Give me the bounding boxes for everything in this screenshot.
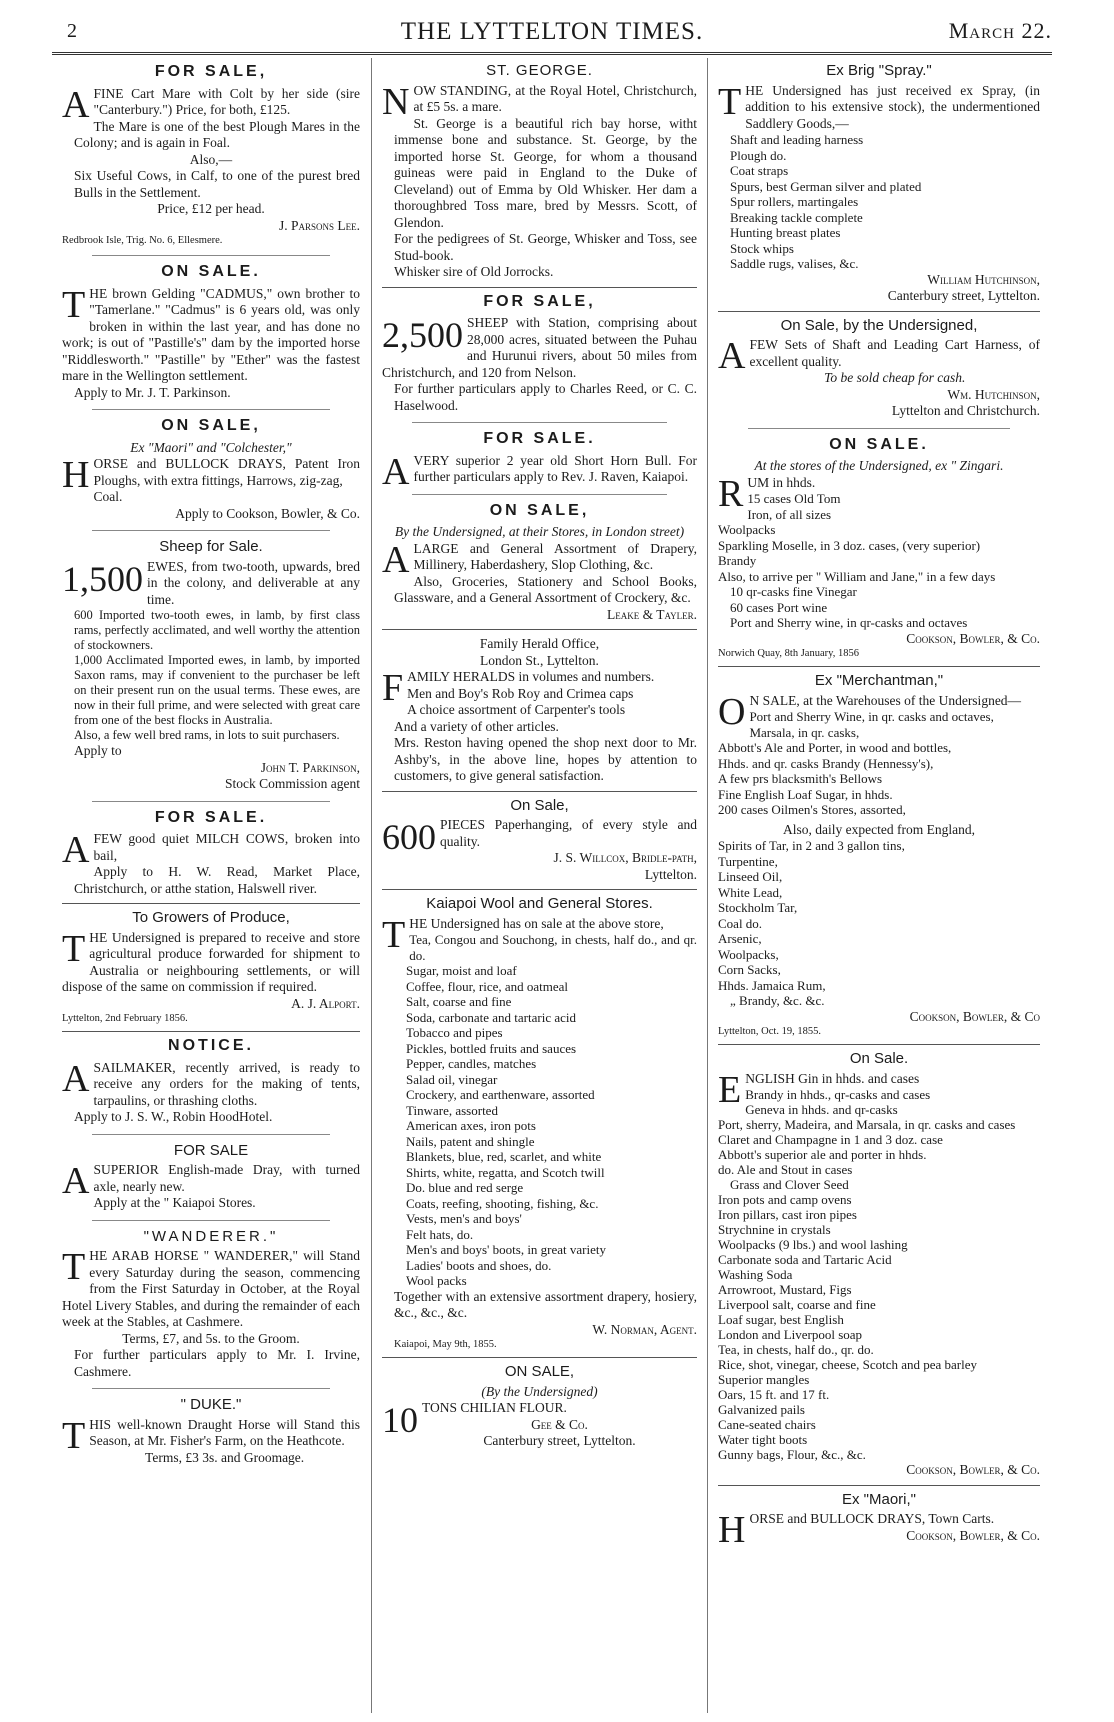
ad-body: OW STANDING, at the Royal Hotel, Christchurch, at £5 5s. a mare. <box>413 82 697 114</box>
list-item: Iron, of all sizes <box>747 506 832 522</box>
list-item: Coats, reefing, shooting, fishing, &c. <box>406 1195 599 1211</box>
ad-signature: Lyttelton and Christchurch. <box>891 403 1040 418</box>
ad-signature: Canterbury street, Lyttelton. <box>887 288 1040 303</box>
list-item: Corn Sacks, <box>718 962 781 977</box>
list-item: 60 cases Port wine <box>730 599 828 615</box>
ad-body: St. George is a beautiful rich bay horse, witht immense bone and substance. St. George, by the imported horse St. George, for whom a thousand guineas were paid in England to the Duke of Cleveland) out of Emma by Old Whisker. Her dam a thoroughbred Toss mare, bred by Messrs. Scott, of Glendon. <box>394 115 697 230</box>
list-item: Men's and boys' boots, in great variety <box>406 1242 607 1257</box>
ad-body: For further particulars apply to Charles Reed, or C. C. Haselwood. <box>394 381 697 413</box>
list-item: Claret and Champagne in 1 and 3 doz. case <box>718 1132 943 1147</box>
column-rule <box>371 58 372 1713</box>
list-item: Salad oil, vinegar <box>406 1071 498 1087</box>
list-item: Cane-seated chairs <box>718 1417 816 1432</box>
ad-heading: On Sale. <box>849 1050 909 1067</box>
list-item: Abbott's Ale and Porter, in wood and bottles, <box>718 740 952 755</box>
ad-body: EWES, from two-tooth, upwards, bred in the colony, and deliverable at any time. <box>147 558 360 607</box>
divider <box>92 409 330 410</box>
list-item: London and Liverpool soap <box>718 1327 863 1342</box>
ad-body: LARGE and General Assortment of Drapery, Millinery, Haberdashery, Slop Clothing, &c. <box>413 540 697 572</box>
ad-milch-cows <box>62 810 360 898</box>
list-item: Soda, carbonate and tartaric acid <box>406 1009 576 1025</box>
ad-english-gin <box>718 1051 1040 1479</box>
divider <box>718 311 1040 312</box>
list-item: Brandy <box>718 553 757 568</box>
list-item: Grass and Clover Seed <box>730 1177 849 1192</box>
ad-apply: Apply to Mr. J. T. Parkinson. <box>74 384 231 400</box>
ad-heading: ON SALE, <box>161 417 261 434</box>
ad-heading: Ex "Maori," <box>842 1490 916 1508</box>
list-item: Salt, coarse and fine <box>406 994 512 1009</box>
list-item: Abbott's superior ale and porter in hhds. <box>718 1147 927 1162</box>
list-item: And a variety of other articles. <box>394 718 559 734</box>
ad-maori-drays <box>718 1492 1040 1545</box>
ad-sheep <box>62 539 360 793</box>
ad-dray <box>62 1143 360 1212</box>
list-item: Brandy in hhds., qr-casks and cases <box>745 1087 931 1102</box>
list-item: Hhds. Jamaica Rum, <box>718 977 826 993</box>
ad-address: Kaiapoi, May 9th, 1855. <box>394 1339 497 1350</box>
list-item: A few prs blacksmith's Bellows <box>718 771 883 786</box>
ad-st-george <box>382 63 697 281</box>
divider <box>382 629 697 630</box>
ad-body: Mrs. Reston having opened the shop next door to Mr. Ashby's, in the above line, hopes by attention to customers, to give general satisfaction. <box>394 735 697 783</box>
list-item: White Lead, <box>718 884 783 900</box>
drop-cap: N <box>382 80 410 123</box>
page-number: 2 <box>67 20 77 42</box>
ad-body: The Mare is one of the best Plough Mares in the Colony; and is again in Foal. <box>74 118 360 150</box>
ad-subheading: By the Undersigned, at their Stores, in London street) <box>394 524 685 539</box>
ad-growers <box>62 910 360 1025</box>
list-item: Gunny bags, Flour, &c., &c. <box>718 1447 866 1462</box>
list-item: A choice assortment of Carpenter's tools <box>407 702 626 717</box>
drop-cap: 10 <box>382 1400 418 1440</box>
ad-sailmaker <box>62 1038 360 1126</box>
ad-heading: Ex "Merchantman," <box>814 672 944 689</box>
list-item: Wool packs <box>406 1273 467 1288</box>
ad-address: Redbrook Isle, Trig. No. 6, Ellesmere. <box>62 235 223 246</box>
drop-cap: H <box>62 454 90 496</box>
ad-body: For further particulars apply to Mr. I. Irvine, Cashmere. <box>74 1347 360 1379</box>
ad-signature: Cookson, Bowler, & Co <box>909 1008 1040 1024</box>
list-item: Strychnine in crystals <box>718 1222 831 1237</box>
list-item: Coal do. <box>718 915 763 931</box>
divider <box>62 903 360 904</box>
divider <box>92 801 330 802</box>
ad-heading: On Sale, by the Undersigned, <box>780 316 978 334</box>
ad-apply: Apply to J. S. W., Robin HoodHotel. <box>74 1109 273 1124</box>
list-item: Stockholm Tar, <box>718 900 798 915</box>
ad-apply: Apply to <box>74 743 122 758</box>
list-item: Pepper, candles, matches <box>406 1056 537 1071</box>
list-item: Breaking tackle complete <box>730 209 863 225</box>
divider <box>382 791 697 792</box>
list-item: Arsenic, <box>718 931 762 946</box>
list-item: Liverpool salt, coarse and fine <box>718 1297 876 1312</box>
list-item: Superior mangles <box>718 1372 810 1387</box>
divider <box>92 1134 330 1135</box>
divider <box>62 1031 360 1032</box>
list-item: Nails, patent and shingle <box>406 1133 535 1149</box>
drop-cap: T <box>62 1414 86 1457</box>
ad-signature: J. Parsons Lee. <box>278 217 360 233</box>
list-item: Water tight boots <box>718 1432 808 1447</box>
divider <box>382 889 697 890</box>
list-item: Tea, in chests, half do., qr. do. <box>718 1342 874 1357</box>
ad-body: 600 Imported two-tooth ewes, in lamb, by first class rams, perfectly acclimated, and well worthy the attention of stockowners. <box>74 608 360 652</box>
ad-heading: London St., Lyttelton. <box>480 652 599 668</box>
ad-subheading: (By the Undersigned) <box>481 1383 598 1399</box>
masthead <box>52 18 1052 44</box>
ad-heading: FOR SALE, <box>483 292 596 310</box>
issue-date: March 22. <box>948 18 1052 43</box>
ad-signature: J. S. Willcox, Bridle-path, <box>553 850 697 865</box>
ad-body: Also, Groceries, Stationery and School Books, Glassware, and a General Assortment of Crockery, &c. <box>394 573 697 605</box>
ad-address: Lyttelton, Oct. 19, 1855. <box>718 1026 821 1037</box>
list-item: Fine English Loaf Sugar, in hhds. <box>718 786 893 802</box>
list-item: Men and Boy's Rob Roy and Crimea caps <box>407 685 634 701</box>
ad-address: Norwich Quay, 8th January, 1856 <box>718 648 859 659</box>
list-item: Port and Sherry Wine, in qr. casks and octaves, <box>749 709 994 724</box>
ad-body: 1,000 Acclimated Imported ewes, in lamb, by imported Saxon rams, may if convenient to the purchaser be left on their present run on the usual terms. These ewes, are now in their full prime, and were selected with great care from one of the best flocks in Australia. <box>74 653 360 727</box>
ad-heading: ON SALE. <box>829 435 929 453</box>
ad-signature: Gee & Co. <box>531 1416 588 1432</box>
drop-cap: O <box>718 690 746 733</box>
divider <box>92 255 330 256</box>
ad-body: FINE Cart Mare with Colt by her side (sire "Canterbury.") Price, for both, £125. <box>93 85 360 117</box>
ad-body: HE Undersigned is prepared to receive and store agricultural produce forwarded for shipment to Australia or neighbouring settlements, or will dispose of the same on commission if required. <box>62 929 360 994</box>
list-item: Spurs, best German silver and plated <box>730 178 922 194</box>
ad-body: PIECES Paperhanging, of every style and quality. <box>440 817 697 849</box>
divider <box>412 494 667 495</box>
list-item: Ladies' boots and shoes, do. <box>406 1257 552 1273</box>
ad-body: ORSE and BULLOCK DRAYS, Town Carts. <box>749 1511 995 1526</box>
ad-heading: ON SALE, <box>489 501 590 519</box>
drop-cap: T <box>382 913 406 956</box>
ad-body: TONS CHILIAN FLOUR. <box>422 1400 567 1415</box>
ad-price: Price, £12 per head. <box>157 201 265 216</box>
ad-heading: Family Herald Office, <box>479 636 600 651</box>
drop-cap: 600 <box>382 817 436 857</box>
ad-body: To be sold cheap for cash. <box>824 370 966 385</box>
list-item: Sparkling Moselle, in 3 doz. cases, (very superior) <box>718 537 981 553</box>
ad-body: HE Undersigned has on sale at the above store, <box>409 915 664 931</box>
divider <box>412 422 667 423</box>
ad-body: SUPERIOR English-made Dray, with turned axle, nearly new. <box>93 1162 360 1194</box>
ad-heading: Kaiapoi Wool and General Stores. <box>426 895 653 912</box>
drop-cap: T <box>62 1246 86 1288</box>
ad-cart-mare <box>62 64 360 247</box>
list-item: 200 cases Oilmen's Stores, assorted, <box>718 802 906 817</box>
ad-body: AMILY HERALDS in volumes and numbers. <box>407 669 655 684</box>
list-item: 10 qr-casks fine Vinegar <box>730 584 857 599</box>
ad-heading: ON SALE, <box>504 1363 575 1380</box>
ad-body: Also,— <box>189 151 233 167</box>
ad-wanderer <box>62 1229 360 1381</box>
ad-heading: FOR SALE, <box>154 63 268 80</box>
list-item: Felt hats, do. <box>406 1226 474 1242</box>
list-item: do. Ale and Stout in cases <box>718 1162 853 1177</box>
column-3 <box>718 60 1040 1545</box>
ad-signature: Cookson, Bowler, & Co. <box>906 1462 1040 1477</box>
ad-body: FEW good quiet MILCH COWS, broken into bail, <box>93 831 360 863</box>
list-item: Spur rollers, martingales <box>730 194 859 209</box>
ad-signature: Cookson, Bowler, & Co. <box>906 1527 1040 1543</box>
divider <box>718 1485 1040 1486</box>
ad-terms: Terms, £7, and 5s. to the Groom. <box>122 1330 300 1346</box>
ad-body: SAILMAKER, recently arrived, is ready to receive any orders for the making of tents, tarpaulins, or thrashing cloths. <box>93 1059 360 1108</box>
list-item: Washing Soda <box>718 1267 793 1282</box>
ad-body: HIS well-known Draught Horse will Stand this Season, at Mr. Fisher's Farm, on the Heathcote. <box>89 1416 360 1448</box>
ad-duke <box>62 1397 360 1466</box>
ad-heading: On Sale, <box>510 796 569 814</box>
drop-cap: E <box>718 1068 742 1111</box>
list-item: Arrowroot, Mustard, Figs <box>718 1282 852 1297</box>
list-item: Do. blue and red serge <box>406 1180 524 1195</box>
divider <box>382 1357 697 1358</box>
list-item: Plough do. <box>730 147 787 163</box>
ad-heading: "WANDERER." <box>143 1227 279 1245</box>
ad-body: N SALE, at the Warehouses of the Undersigned— <box>749 692 1022 708</box>
ad-cart-harness <box>718 318 1040 420</box>
list-item: Port, sherry, Madeira, and Marsala, in qr. casks and cases <box>718 1117 1016 1132</box>
divider <box>748 428 1010 429</box>
list-item: Vests, men's and boys' <box>406 1211 522 1226</box>
list-item: Shirts, white, regatta, and Scotch twill <box>406 1164 605 1180</box>
column-rule <box>707 58 708 1713</box>
ad-body: VERY superior 2 year old Short Horn Bull. For further particulars apply to Rev. J. Raven, Kaiapoi. <box>413 452 697 484</box>
ad-terms: Terms, £3 3s. and Groomage. <box>145 1449 305 1465</box>
ad-body: Whisker sire of Old Jorrocks. <box>394 264 554 279</box>
ad-heading: To Growers of Produce, <box>132 909 290 926</box>
list-item: 15 cases Old Tom <box>747 491 841 506</box>
drop-cap: A <box>718 335 746 377</box>
ad-body: NGLISH Gin in hhds. and cases <box>745 1070 920 1086</box>
ad-family-herald <box>382 636 697 785</box>
drop-cap: F <box>382 667 404 709</box>
divider <box>92 1220 330 1221</box>
ad-body: FEW Sets of Shaft and Leading Cart Harness, of excellent quality. <box>749 337 1040 369</box>
ad-cadmus <box>62 264 360 401</box>
list-item: Tinware, assorted <box>406 1102 498 1118</box>
ad-body: UM in hhds. <box>747 474 816 490</box>
list-item: Hunting breast plates <box>730 225 841 240</box>
list-item: Woolpacks (9 lbs.) and wool lashing <box>718 1237 908 1252</box>
ad-kaiapoi-stores <box>382 896 697 1351</box>
drop-cap: T <box>62 283 86 326</box>
drop-cap: A <box>62 1057 90 1100</box>
masthead-rule <box>52 52 1052 55</box>
list-item: Sugar, moist and loaf <box>406 963 517 978</box>
drop-cap: T <box>718 80 742 123</box>
ad-station-sheep <box>382 294 697 415</box>
list-item: Also, to arrive per " William and Jane," in a few days <box>718 568 996 584</box>
ad-heading: " DUKE." <box>180 1396 242 1413</box>
drop-cap: A <box>62 83 90 126</box>
ad-paperhanging <box>382 798 697 884</box>
ad-apply: Apply to H. W. Read, Market Place, Christchurch, or atthe station, Halswell river. <box>74 864 360 896</box>
ad-signature: W. Norman, Agent. <box>592 1321 697 1337</box>
drop-cap: A <box>382 450 410 493</box>
list-item: Carbonate soda and Tartaric Acid <box>718 1252 892 1267</box>
ad-apply: Apply at the " Kaiapoi Stores. <box>93 1195 256 1210</box>
list-item: Woolpacks, <box>718 946 779 962</box>
list-item: Crockery, and earthenware, assorted <box>406 1087 595 1102</box>
ad-merchantman <box>718 673 1040 1038</box>
ad-drays <box>62 418 360 522</box>
ad-subheading: Ex "Maori" and "Colchester," <box>130 439 292 455</box>
list-item: Loaf sugar, best English <box>718 1312 844 1327</box>
ad-short-horn <box>382 430 697 493</box>
ad-subheading: At the stores of the Undersigned, ex " Zingari. <box>754 458 1004 473</box>
ad-body: Six Useful Cows, in Calf, to one of the purest bred Bulls in the Settlement. <box>74 168 360 200</box>
list-item: Spirits of Tar, in 2 and 3 gallon tins, <box>718 838 905 853</box>
column-2 <box>382 60 697 1450</box>
list-item: Linseed Oil, <box>718 869 783 884</box>
drop-cap: H <box>718 1509 746 1545</box>
ad-heading: Ex Brig "Spray." <box>826 62 932 79</box>
list-item: Woolpacks <box>718 522 776 537</box>
divider <box>718 666 1040 667</box>
drop-cap: A <box>62 829 90 871</box>
ad-body: SHEEP with Station, comprising about 28,000 acres, situated between the Puhau and Hurunui rivers, about 50 miles from Christchurch, and 120 from Nelson. <box>382 315 697 380</box>
ad-body: ORSE and BULLOCK DRAYS, Patent Iron Ploughs, with extra fittings, Harrows, zig-zag, <box>93 456 360 488</box>
ad-signature: John T. Parkinson, <box>260 759 360 775</box>
list-item: Rice, shot, vinegar, cheese, Scotch and pea barley <box>718 1357 978 1372</box>
ad-chilian-flour <box>382 1364 697 1450</box>
ad-body: HE brown Gelding "CADMUS," own brother to "Tamerlane." "Cadmus" is 6 years old, was only broken in within the last year, and has done no work; is out of "Pastille's" dam by the imported horse "Riddlesworth." "Pastille" by "Ether" was the fastest mare in the Wellington settlement. <box>62 285 360 383</box>
list-item: Iron pots and camp ovens <box>718 1192 852 1207</box>
ad-spray-saddlery <box>718 63 1040 305</box>
column-1 <box>62 60 360 1466</box>
ad-body: Together with an extensive assortment drapery, hosiery, &c., &c., &c. <box>394 1288 697 1320</box>
drop-cap: A <box>382 538 410 581</box>
list-item: Stock whips <box>730 240 794 256</box>
list-item: Shaft and leading harness <box>730 132 864 147</box>
list-item: Turpentine, <box>718 853 778 869</box>
list-item: Hhds. and qr. casks Brandy (Hennessy's), <box>718 755 934 771</box>
divider <box>92 530 330 531</box>
ad-signature: Leake & Tayler. <box>606 606 697 622</box>
ad-heading: Sheep for Sale. <box>159 538 263 555</box>
list-item: Geneva in hhds. and qr-casks <box>745 1102 898 1117</box>
list-item: Oars, 15 ft. and 17 ft. <box>718 1387 830 1402</box>
list-item: Saddle rugs, valises, &c. <box>730 256 859 271</box>
list-item: Blankets, blue, red, scarlet, and white <box>406 1149 602 1164</box>
ad-apply: Apply to Cookson, Bowler, & Co. <box>175 505 360 521</box>
ad-heading: ON SALE. <box>161 263 261 280</box>
ad-address: Lyttelton, 2nd February 1856. <box>62 1013 188 1024</box>
ad-signature: Stock Commission agent <box>225 776 360 791</box>
drop-cap: R <box>718 472 744 515</box>
divider <box>92 1388 330 1389</box>
ad-body: Also, a few well bred rams, in lots to suit purchasers. <box>74 728 340 742</box>
list-item: American axes, iron pots <box>406 1118 536 1133</box>
ad-heading: ST. GEORGE. <box>486 62 593 79</box>
ad-heading: FOR SALE. <box>483 430 596 447</box>
ad-heading: FOR SALE <box>173 1141 249 1159</box>
list-item: Marsala, in qr. casks, <box>749 724 860 740</box>
divider <box>718 1044 1040 1045</box>
divider <box>382 287 697 288</box>
ad-body: For the pedigrees of St. George, Whisker and Toss, see Stud-book. <box>394 231 697 263</box>
ad-heading: FOR SALE. <box>154 808 268 826</box>
list-item: Iron pillars, cast iron pipes <box>718 1207 857 1222</box>
ad-body: Also, daily expected from England, <box>783 821 975 837</box>
ad-signature: Lyttelton. <box>644 866 697 882</box>
list-item: Galvanized pails <box>718 1402 805 1417</box>
drop-cap: A <box>62 1160 90 1202</box>
ad-body: Coal. <box>93 489 123 504</box>
list-item: Tea, Congou and Souchong, in chests, half do., and qr. do. <box>409 932 697 963</box>
list-item: Coffee, flour, rice, and oatmeal <box>406 978 569 994</box>
list-item: Tobacco and pipes <box>406 1025 503 1040</box>
list-item: „ Brandy, &c. &c. <box>730 993 825 1008</box>
drop-cap: 2,500 <box>382 315 463 355</box>
ad-signature: Cookson, Bowler, & Co. <box>906 630 1040 646</box>
ad-signature: Canterbury street, Lyttelton. <box>483 1433 636 1448</box>
list-item: Pickles, bottled fruits and sauces <box>406 1040 577 1056</box>
ad-heading: NOTICE. <box>168 1037 254 1054</box>
drop-cap: 1,500 <box>62 558 143 599</box>
drop-cap: T <box>62 927 86 970</box>
ad-signature: A. J. Alport. <box>291 995 360 1011</box>
newspaper-title: THE LYTTELTON TIMES. <box>400 18 704 45</box>
ad-drapery <box>382 503 697 624</box>
ad-signature: Wm. Hutchinson, <box>947 386 1040 402</box>
ad-body: HE ARAB HORSE " WANDERER," will Stand every Saturday during the season, commencing from the First Saturday in October, at the Royal Hotel Livery Stables, and during the remainder of each week at the Stables, at Cashmere. <box>62 1248 360 1329</box>
ad-signature: William Hutchinson, <box>927 271 1040 287</box>
list-item: Coat straps <box>730 163 789 178</box>
ad-body: HE Undersigned has just received ex Spray, (in addition to his extensive stock), the undermentioned Saddlery Goods,— <box>745 82 1040 131</box>
list-item: Port and Sherry wine, in qr-casks and octaves <box>730 615 968 630</box>
ad-zingari <box>718 437 1040 661</box>
